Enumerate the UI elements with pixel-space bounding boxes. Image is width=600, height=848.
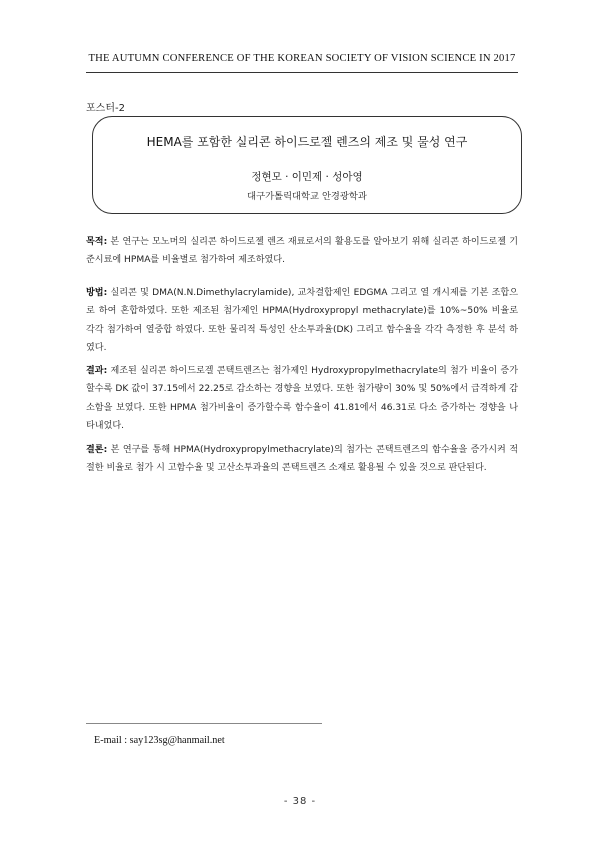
section-purpose-label: 목적: [86,237,108,247]
paper-affiliation: 대구가톨릭대학교 안경광학과 [247,191,367,202]
running-header: THE AUTUMN CONFERENCE OF THE KOREAN SOCIETY OF VISION SCIENCE IN 2017 [88,53,516,64]
section-conclusion [86,441,518,478]
section-purpose-text: 본 연구는 모노머의 실리콘 하이드로젤 렌즈 재료로서의 활용도를 알아보기 위해 실리콘 하이드로젤 기준시료에 HPMA를 비율별로 첨가하여 제조하였다. [86,237,518,266]
header-divider [86,72,518,73]
footnote-divider [86,723,322,724]
author-email: E-mail : say123sg@hanmail.net [94,735,225,746]
title-box [92,116,522,214]
paper-title: HEMA를 포함한 실리콘 하이드로젤 렌즈의 제조 및 물성 연구 [146,135,468,149]
paper-authors: 정현모 · 이민제 · 성아영 [251,171,363,183]
section-method [86,284,518,357]
section-method-text: 실리콘 및 DMA(N.N.Dimethylacrylamide), 교차결합제인 EDGMA 그리고 열 개시제를 기본 조합으로 하여 혼합하였다. 또한 제조된 첨가제인 HPMA(Hydroxypropyl methacrylate)를 10%~50% 비율로 각각 첨가하여 열중합 하였다. 또한 물리적 특성인 산소투과율(DK) 그리고 함수율을 각각 측정한 후 분석 하였다. [86,288,518,353]
section-results-label: 결과: [86,366,108,376]
section-conclusion-text: 본 연구를 통해 HPMA(Hydroxypropylmethacrylate)의 첨가는 콘택트렌즈의 함수율을 증가시켜 적절한 비율로 첨가 시 고함수율 및 고산소투과율의 콘택트렌즈 소재로 활용될 수 있을 것으로 판단된다. [86,445,518,474]
section-results-text: 제조된 실리콘 하이드로겔 콘택트렌즈는 첨가제인 Hydroxypropylmethacrylate의 첨가 비율이 증가할수록 DK 값이 37.15에서 22.25로 감소하는 경향을 보였다. 또한 첨가량이 30% 및 50%에서 급격하게 감소함을 보였다. 또한 HPMA 첨가비율이 증가할수록 함수율이 41.81에서 46.31로 다소 증가하는 경향을 나타내었다. [86,366,518,431]
section-results [86,362,518,435]
page-number: - 38 - [283,796,317,807]
section-method-label: 방법: [86,288,108,298]
section-conclusion-label: 결론: [86,445,108,455]
poster-label: 포스터-2 [86,103,125,114]
section-purpose [86,233,518,270]
